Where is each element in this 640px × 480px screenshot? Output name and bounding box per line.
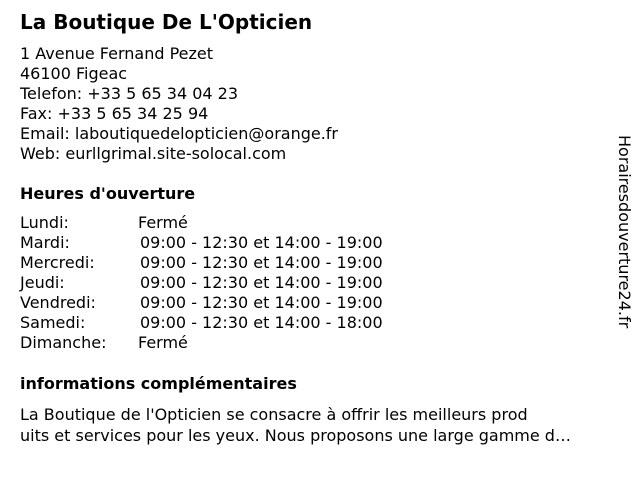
website: Web: eurllgrimal.site-solocal.com xyxy=(20,144,287,163)
address-city: 46100 Figeac xyxy=(20,64,128,83)
hours-value: 09:00 - 12:30 et 14:00 - 19:00 xyxy=(140,273,383,292)
day-label: Mardi: xyxy=(20,233,70,252)
hours-value: 09:00 - 12:30 et 14:00 - 19:00 xyxy=(140,293,383,312)
hours-value: 09:00 - 12:30 et 14:00 - 19:00 xyxy=(140,233,383,252)
fax-number: Fax: +33 5 65 34 25 94 xyxy=(20,104,209,123)
hours-value: Fermé xyxy=(138,213,188,232)
site-watermark: Horairesdouverture24.fr xyxy=(615,135,634,329)
day-label: Vendredi: xyxy=(20,293,96,312)
day-label: Mercredi: xyxy=(20,253,95,272)
day-label: Jeudi: xyxy=(20,273,65,292)
day-label: Lundi: xyxy=(20,213,69,232)
hours-value: 09:00 - 12:30 et 14:00 - 19:00 xyxy=(140,253,383,272)
hours-value: Fermé xyxy=(138,333,188,352)
additional-info-heading: informations complémentaires xyxy=(20,374,297,393)
business-name: La Boutique De L'Opticien xyxy=(20,10,313,34)
hours-value: 09:00 - 12:30 et 14:00 - 18:00 xyxy=(140,313,383,332)
contact-block xyxy=(20,44,338,164)
description-line: uits et services pour les yeux. Nous proposons une large gamme d… xyxy=(20,426,571,445)
email-address: Email: laboutiquedelopticien@orange.fr xyxy=(20,124,339,143)
description-line: La Boutique de l'Opticien se consacre à offrir les meilleurs prod xyxy=(20,405,528,424)
phone-number: Telefon: +33 5 65 34 04 23 xyxy=(20,84,239,103)
opening-hours-heading: Heures d'ouverture xyxy=(20,184,196,203)
day-label: Dimanche: xyxy=(20,333,107,352)
address-street: 1 Avenue Fernand Pezet xyxy=(20,44,214,63)
day-label: Samedi: xyxy=(20,313,86,332)
business-description xyxy=(20,404,625,446)
